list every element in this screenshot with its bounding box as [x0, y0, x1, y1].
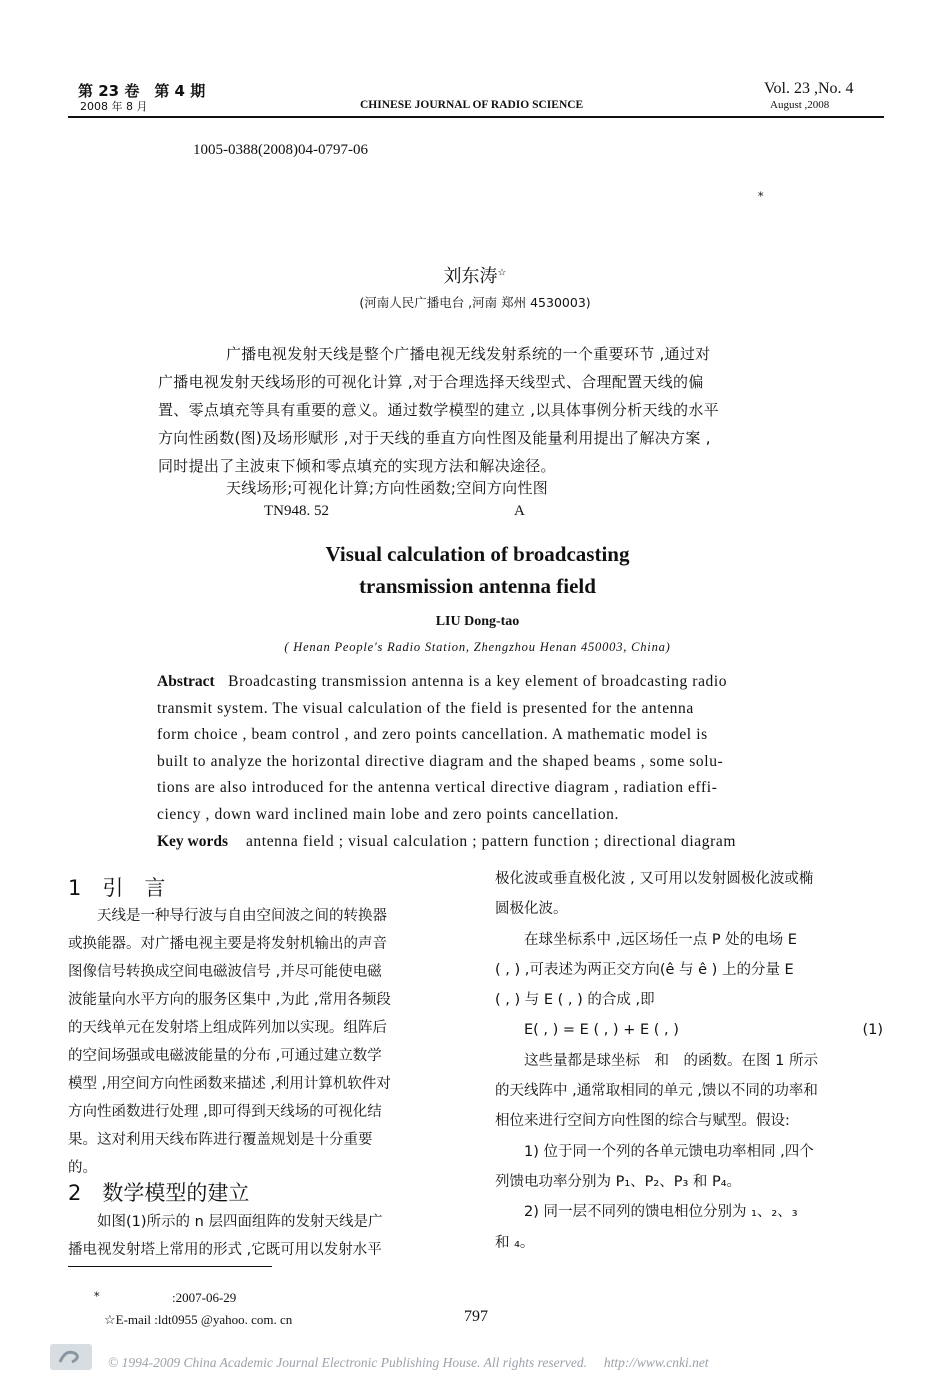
- body-line: 果。这对利用天线布阵进行覆盖规划是十分重要: [68, 1132, 373, 1148]
- footnote-rule: [68, 1266, 272, 1267]
- body-line: 图像信号转换成空间电磁波信号 ,并尽可能使电磁: [68, 964, 382, 980]
- author-cn: 刘东涛: [443, 266, 498, 287]
- affiliation-en: ( Henan People's Radio Station, Zhengzhou Henan 450003, China): [284, 640, 671, 654]
- body-line: 极化波或垂直极化波 , 又可用以发射圆极化波或椭: [495, 871, 814, 887]
- volume-cn: 第 23 卷 第 4 期: [78, 82, 206, 100]
- equation-1: E( , ) = E ( , ) + E ( , ): [495, 1022, 679, 1039]
- star-mark: *: [758, 190, 764, 203]
- body-line: 波能量向水平方向的服务区集中 ,为此 ,常用各频段: [68, 992, 391, 1008]
- abstract-cn-line: 方向性函数(图)及场形赋形 ,对于天线的垂直方向性图及能量利用提出了解决方案 ,: [158, 429, 711, 447]
- body-line: 的天线单元在发射塔上组成阵列加以实现。组阵后: [68, 1020, 387, 1036]
- right-column-body: [495, 864, 887, 1258]
- body-line: 2) 同一层不同列的馈电相位分别为 ₁、₂、₃: [495, 1204, 798, 1221]
- section-1-body: [68, 902, 463, 1182]
- keywords-label: Key words: [157, 832, 229, 850]
- abstract-en-line: tions are also introduced for the antenna vertical directive diagram , radiation effi-: [157, 779, 718, 797]
- abstract-en-line: ciency , down ward inclined main lobe and zero points cancellation.: [157, 805, 619, 823]
- body-line: 的。: [68, 1160, 97, 1176]
- author-email: ☆E-mail :ldt0955 @yahoo. com. cn: [104, 1312, 293, 1327]
- article-number: 1005-0388(2008)04-0797-06: [193, 142, 368, 158]
- abstract-cn-line: 置、零点填充等具有重要的意义。通过数学模型的建立 ,以具体事例分析天线的水平: [158, 401, 719, 419]
- body-line: 列馈电功率分别为 P₁、P₂、P₃ 和 P₄。: [495, 1173, 742, 1190]
- section-2-body: [68, 1208, 463, 1264]
- abstract-en-line: Broadcasting transmission antenna is a key element of broadcasting radio: [228, 673, 728, 690]
- journal-name: CHINESE JOURNAL OF RADIO SCIENCE: [360, 99, 584, 111]
- equation-number: (1): [862, 1022, 883, 1039]
- author-mark: ☆: [497, 267, 507, 279]
- author-block-cn: [0, 262, 950, 288]
- footnote-star: *: [94, 1290, 100, 1303]
- class-number: TN948. 52: [264, 503, 329, 519]
- body-line: 模型 ,用空间方向性函数来描述 ,利用计算机软件对: [68, 1076, 391, 1092]
- received-date: :2007-06-29: [172, 1290, 237, 1305]
- body-line: ( , ) ,可表述为两正交方向(ê 与 ê ) 上的分量 E: [495, 961, 794, 978]
- abstract-en-line: transmit system. The visual calculation of the field is presented for the antenna: [157, 699, 694, 717]
- body-line: 播电视发射塔上常用的形式 ,它既可用以发射水平: [68, 1242, 382, 1258]
- abstract-cn-line: 广播电视发射天线是整个广播电视无线发射系统的一个重要环节 ,通过对: [226, 345, 711, 363]
- body-line: 相位来进行空间方向性图的综合与赋型。假设:: [495, 1113, 790, 1130]
- body-line: 1) 位于同一个列的各单元馈电功率相同 ,四个: [495, 1143, 814, 1160]
- author-en: LIU Dong-tao: [435, 614, 520, 629]
- affiliation-cn: (河南人民广播电台 ,河南 郑州 4530003): [359, 295, 591, 310]
- body-line: 或换能器。对广播电视主要是将发射机输出的声音: [68, 936, 387, 952]
- copyright-notice: © 1994-2009 China Academic Journal Electronic Publishing House. All rights reserved. http://www.cnki.net: [108, 1355, 709, 1370]
- document-code: A: [514, 503, 525, 519]
- abstract-label: Abstract: [157, 673, 215, 690]
- page-number: 797: [464, 1308, 488, 1325]
- title-en: [0, 538, 950, 602]
- title-en-line-2: transmission antenna field: [359, 574, 596, 598]
- abstract-en-line: built to analyze the horizontal directive diagram and the shaped beams , some solu-: [157, 752, 724, 770]
- keywords-cn: 天线场形;可视化计算;方向性函数;空间方向性图: [226, 479, 549, 497]
- cnki-logo-icon: [50, 1344, 92, 1370]
- abstract-cn: [158, 340, 798, 480]
- body-line: 这些量都是球坐标 和 的函数。在图 1 所示: [495, 1052, 818, 1069]
- body-line: ( , ) 与 E ( , ) 的合成 ,即: [495, 992, 655, 1009]
- header-rule: [68, 116, 884, 118]
- abstract-cn-line: 广播电视发射天线场形的可视化计算 ,对于合理选择天线型式、合理配置天线的偏: [158, 373, 704, 391]
- section-2-title: 2 数学模型的建立: [68, 1181, 250, 1205]
- body-line: 和 ₄。: [495, 1234, 535, 1251]
- body-line: 天线是一种导行波与自由空间波之间的转换器: [68, 908, 387, 924]
- abstract-en: [157, 669, 797, 855]
- body-line: 圆极化波。: [495, 901, 568, 918]
- abstract-cn-line: 同时提出了主波束下倾和零点填充的实现方法和解决途径。: [158, 457, 556, 475]
- body-line: 的空间场强或电磁波能量的分布 ,可通过建立数学: [68, 1048, 382, 1064]
- title-en-line-1: Visual calculation of broadcasting: [325, 542, 630, 566]
- keywords-en: antenna field ; visual calculation ; pattern function ; directional diagram: [245, 832, 736, 850]
- date-cn: 2008 年 8 月: [80, 100, 148, 113]
- body-line: 如图(1)所示的 n 层四面组阵的发射天线是广: [68, 1214, 383, 1230]
- abstract-en-line: form choice , beam control , and zero points cancellation. A mathematic model is: [157, 726, 708, 744]
- volume-en: Vol. 23 ,No. 4: [764, 80, 854, 97]
- equation-line: [495, 1015, 887, 1045]
- body-line: 方向性函数进行处理 ,即可得到天线场的可视化结: [68, 1104, 382, 1120]
- section-1-title: 1 引 言: [68, 876, 166, 900]
- body-line: 在球坐标系中 ,远区场任一点 P 处的电场 E: [495, 931, 797, 948]
- date-en: August ,2008: [770, 99, 830, 111]
- body-line: 的天线阵中 ,通常取相同的单元 ,馈以不同的功率和: [495, 1083, 818, 1100]
